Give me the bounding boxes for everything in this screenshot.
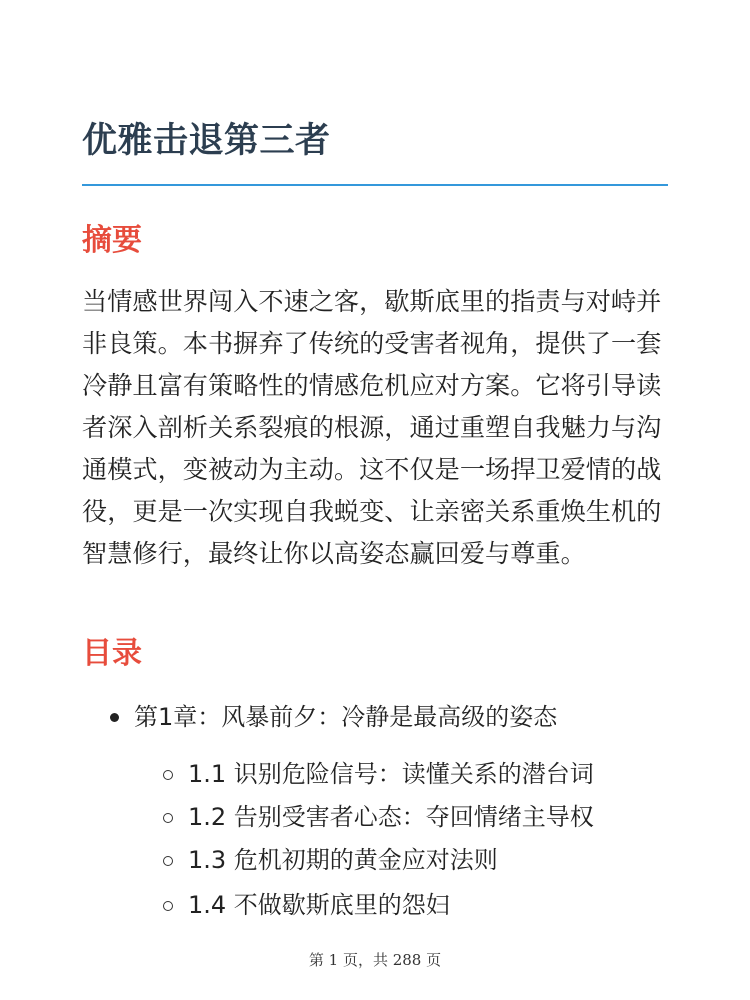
toc-chapter-1: 第1章：风暴前夕：冷静是最高级的姿态 xyxy=(134,703,558,731)
bullet-disc-icon xyxy=(110,713,119,722)
toc-section-1-4: 1.4 不做歇斯底里的怨妇 xyxy=(188,891,450,919)
toc-heading: 目录 xyxy=(82,636,142,671)
abstract-heading: 摘要 xyxy=(82,223,142,258)
page-number-footer: 第 1 页，共 288 页 xyxy=(308,951,442,969)
toc-section-1-2: 1.2 告别受害者心态：夺回情绪主导权 xyxy=(188,803,594,831)
bullet-circle-icon xyxy=(163,856,173,866)
toc-section-1-1: 1.1 识别危险信号：读懂关系的潜台词 xyxy=(188,760,594,788)
bullet-circle-icon xyxy=(163,770,173,780)
bullet-circle-icon xyxy=(163,901,173,911)
toc-section-1-3: 1.3 危机初期的黄金应对法则 xyxy=(188,846,498,874)
book-title: 优雅击退第三者 xyxy=(82,121,331,161)
title-divider xyxy=(82,184,668,186)
abstract-paragraph: 当情感世界闯入不速之客，歇斯底里的指责与对峙并非良策。本书摒弃了传统的受害者视角，提供了一套冷静且富有策略性的情感危机应对方案。它将引导读者深入剖析关系裂痕的根源，通过重塑自我魅力与沟通模式，变被动为主动。这不仅是一场捍卫爱情的战役，更是一次实现自我蜕变、让亲密关系重焕生机的智慧修行，最终让你以高姿态赢回爱与尊重。 xyxy=(82,287,662,568)
bullet-circle-icon xyxy=(163,813,173,823)
